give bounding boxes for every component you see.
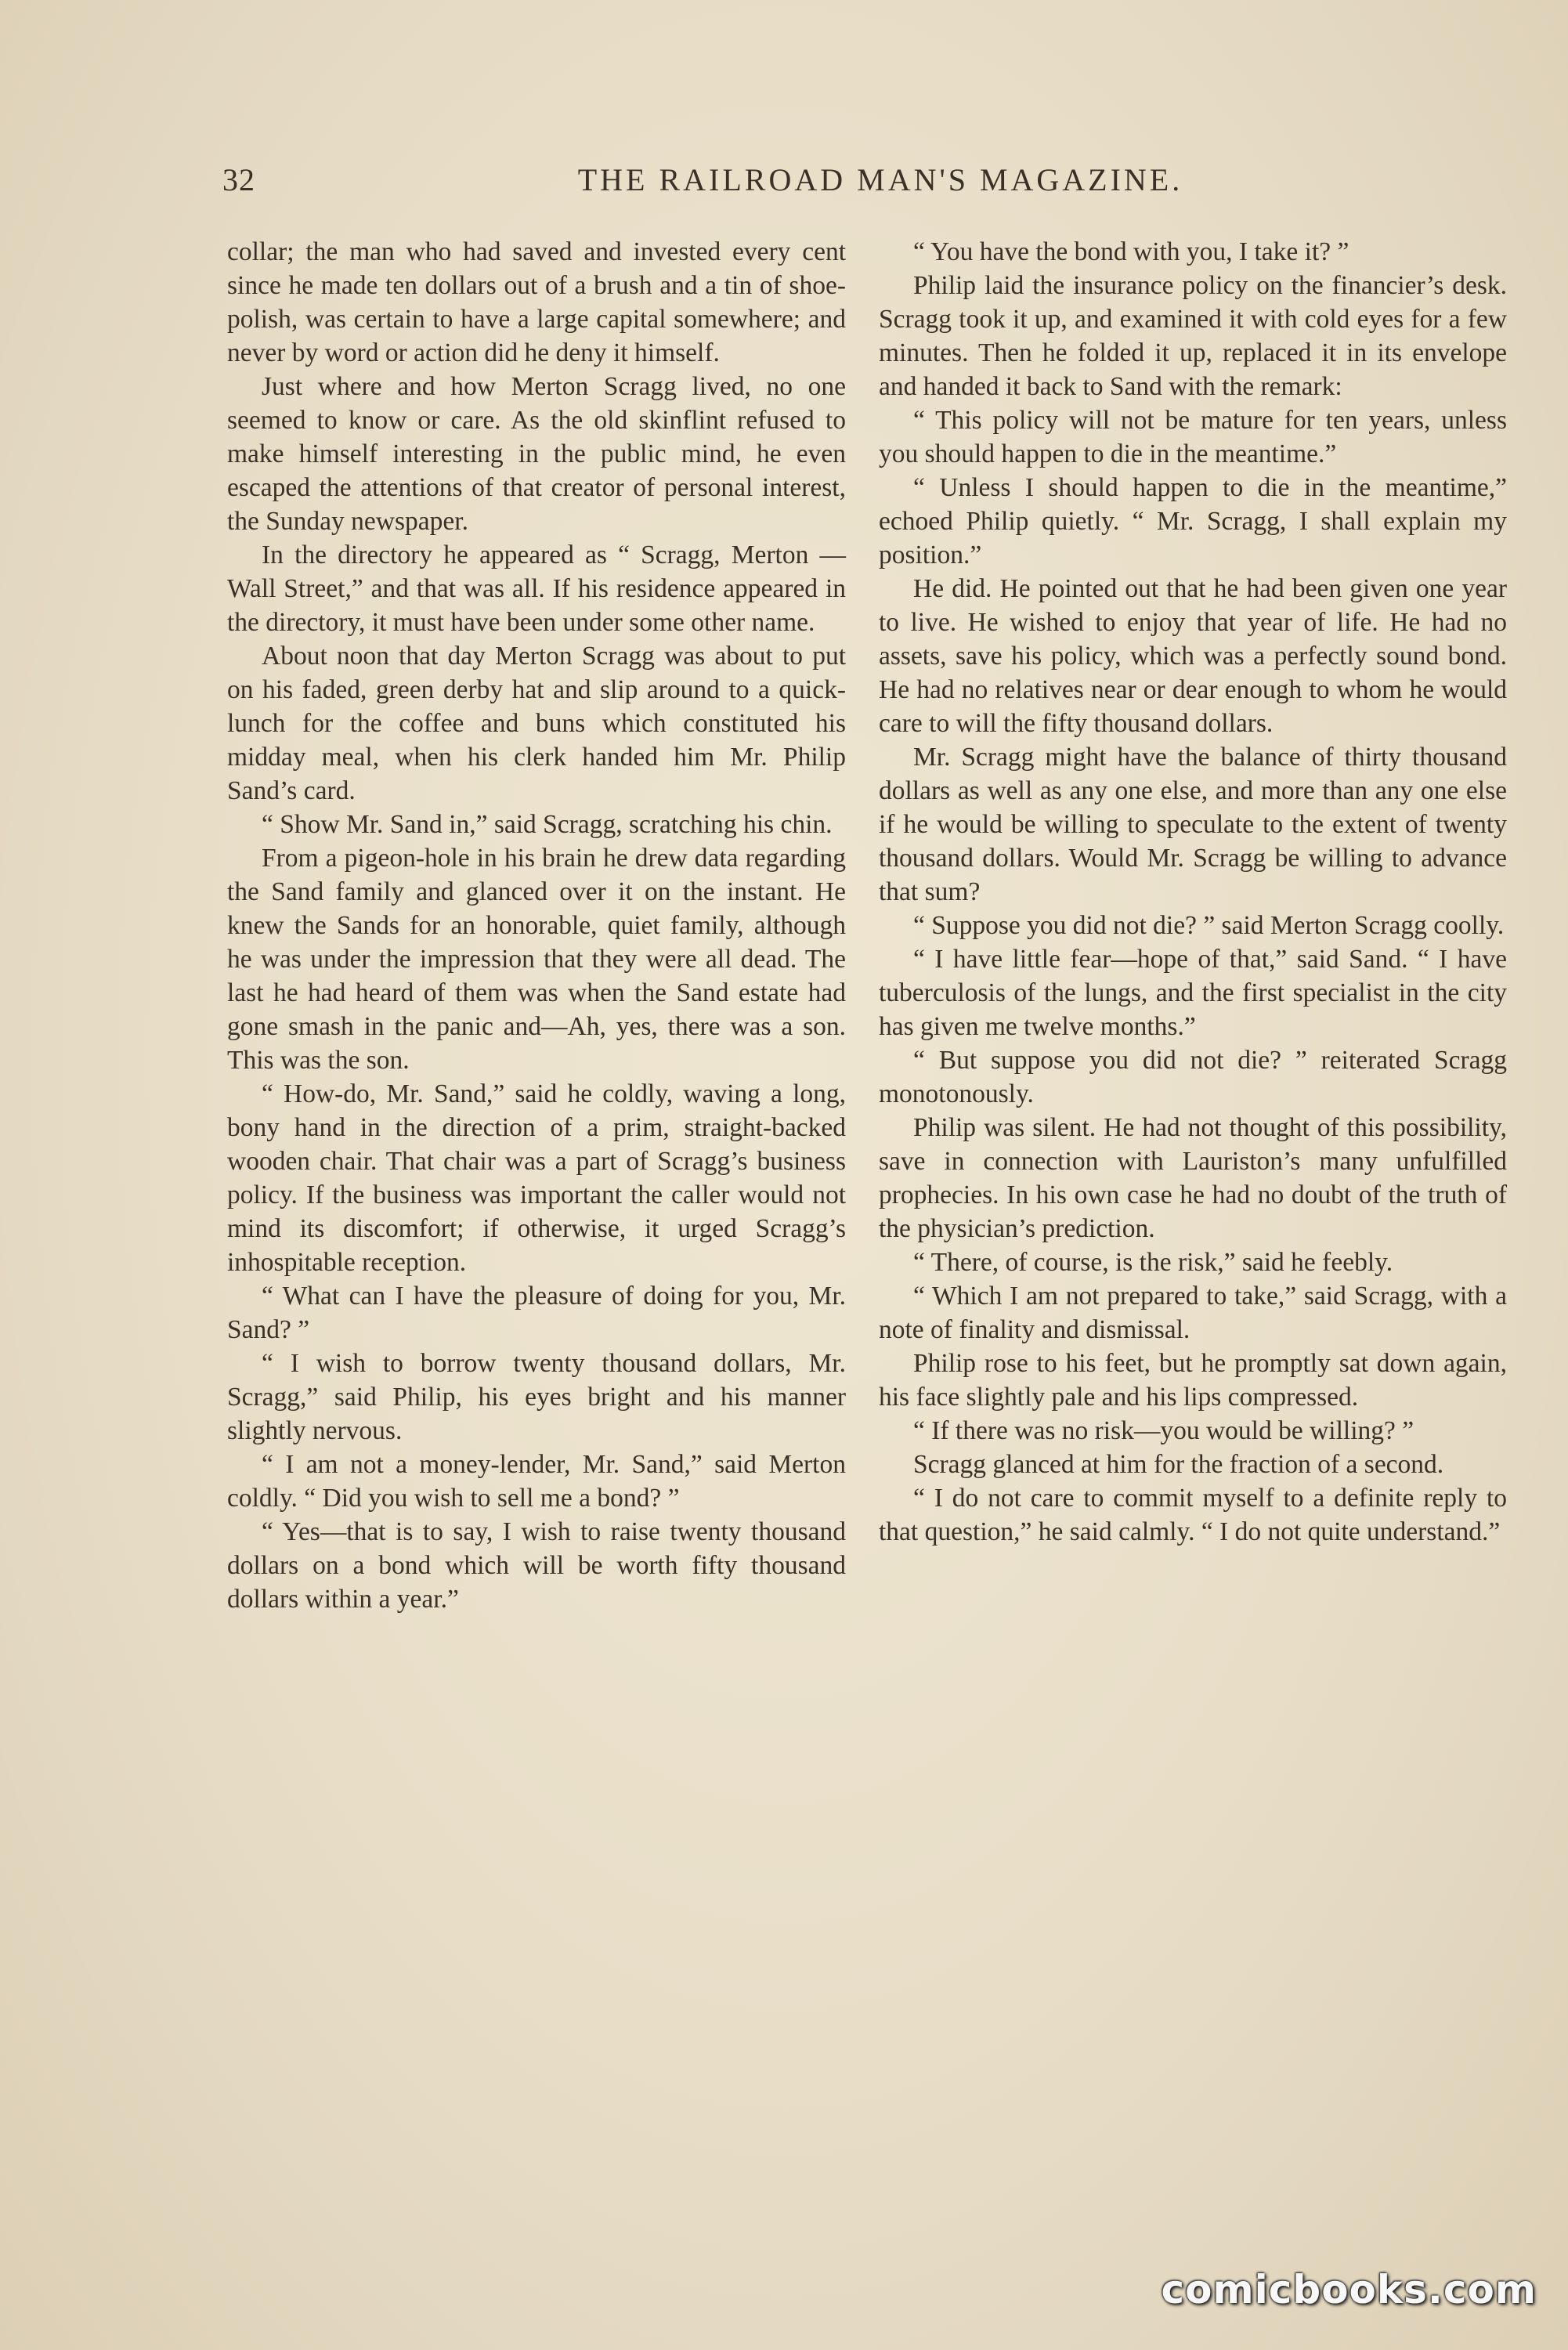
paragraph: Just where and how Merton Scragg lived, no one seemed to know or care. As the old skinflint refused to make himself interesting in the public mind, he even escaped the attentions of that creator of personal interest, the Sunday newspaper. — [227, 372, 846, 536]
paragraph: “ What can I have the pleasure of doing for you, Mr. Sand? ” — [227, 1282, 846, 1344]
paragraph: “ I have little fear—hope of that,” said Sand. “ I have tuberculosis of the lungs, and the first specialist in the city has given me twelve months.” — [879, 945, 1507, 1041]
running-title: THE RAILROAD MAN'S MAGAZINE. — [577, 162, 1183, 197]
paragraph: In the directory he appeared as “ Scragg, Merton — Wall Street,” and that was all. If his residence appeared in the directory, it must have been under some other name. — [227, 540, 846, 637]
left-column — [227, 235, 846, 1616]
paragraph: “ Yes—that is to say, I wish to raise twenty thousand dollars on a bond which will be worth fifty thousand dollars within a year.” — [227, 1517, 846, 1614]
paragraph: “ Unless I should happen to die in the meantime,” echoed Philip quietly. “ Mr. Scragg, I shall explain my position.” — [879, 473, 1507, 569]
page-header — [222, 161, 1507, 208]
paragraph: Scragg glanced at him for the fraction of a second. — [913, 1450, 1444, 1479]
paragraph: “ I am not a money-lender, Mr. Sand,” said Merton coldly. “ Did you wish to sell me a bond? ” — [227, 1450, 846, 1513]
paragraph: “ How-do, Mr. Sand,” said he coldly, waving a long, bony hand in the direction of a prim, straight-backed wooden chair. That chair was a part of Scragg’s business policy. If the business was important the caller would not mind its discomfort; if otherwise, it urged Scragg’s inhospitable reception. — [227, 1079, 846, 1277]
paragraph: “ You have the bond with you, I take it? ” — [913, 237, 1349, 266]
paragraph: “ I wish to borrow twenty thousand dollars, Mr. Scragg,” said Philip, his eyes bright and his manner slightly nervous. — [227, 1349, 846, 1445]
paragraph: From a pigeon-hole in his brain he drew data regarding the Sand family and glanced over it on the instant. He knew the Sands for an honorable, quiet family, although he was under the impression that they were all dead. The last he had heard of them was when the Sand estate had gone smash in the panic and—Ah, yes, there was a son. This was the son. — [227, 844, 846, 1075]
paragraph: He did. He pointed out that he had been given one year to live. He wished to enjoy that year of life. He had no assets, save his policy, which was a perfectly sound bond. He had no relatives near or dear enough to whom he would care to will the fifty thousand dollars. — [879, 574, 1507, 738]
paragraph: “ Suppose you did not die? ” said Merton Scragg coolly. — [913, 911, 1505, 940]
paragraph: Philip was silent. He had not thought of this possibility, save in connection with Lauriston’s many unfulfilled prophecies. In his own case he had no doubt of the truth of the physician’s prediction. — [879, 1113, 1507, 1243]
paragraph: Mr. Scragg might have the balance of thirty thousand dollars as well as any one else, and more than any one else if he would be willing to speculate to the extent of twenty thousand dollars. Would Mr. Scragg be willing to advance that sum? — [879, 743, 1507, 906]
right-column — [879, 235, 1507, 1549]
paragraph: “ Which I am not prepared to take,” said Scragg, with a note of finality and dismissal. — [879, 1282, 1507, 1344]
paragraph: Philip laid the insurance policy on the financier’s desk. Scragg took it up, and examined it with cold eyes for a few minutes. Then he folded it up, replaced it in its envelope and handed it back to Sand with the remark: — [879, 271, 1507, 401]
paragraph: “ But suppose you did not die? ” reiterated Scragg monotonously. — [879, 1046, 1507, 1108]
paragraph: “ If there was no risk—you would be willing? ” — [913, 1416, 1414, 1445]
paragraph: collar; the man who had saved and invested every cent since he made ten dollars out of a brush and a tin of shoe-polish, was certain to have a large capital somewhere; and never by word or action did he deny it himself. — [227, 237, 846, 367]
paragraph: About noon that day Merton Scragg was about to put on his faded, green derby hat and slip around to a quick-lunch for the coffee and buns which constituted his midday meal, when his clerk handed him Mr. Philip Sand’s card. — [227, 642, 846, 805]
paragraph: Philip rose to his feet, but he promptly sat down again, his face slightly pale and his lips compressed. — [879, 1349, 1507, 1412]
paragraph: “ I do not care to commit myself to a definite reply to that question,” he said calmly. “ I do not quite understand.” — [879, 1484, 1507, 1546]
paragraph: “ There, of course, is the risk,” said he feebly. — [913, 1248, 1393, 1277]
watermark: comicbooks.com — [1161, 2267, 1537, 2312]
paragraph: “ This policy will not be mature for ten years, unless you should happen to die in the meantime.” — [879, 406, 1507, 468]
page-number: 32 — [222, 162, 255, 197]
paragraph: “ Show Mr. Sand in,” said Scragg, scratching his chin. — [262, 810, 833, 839]
